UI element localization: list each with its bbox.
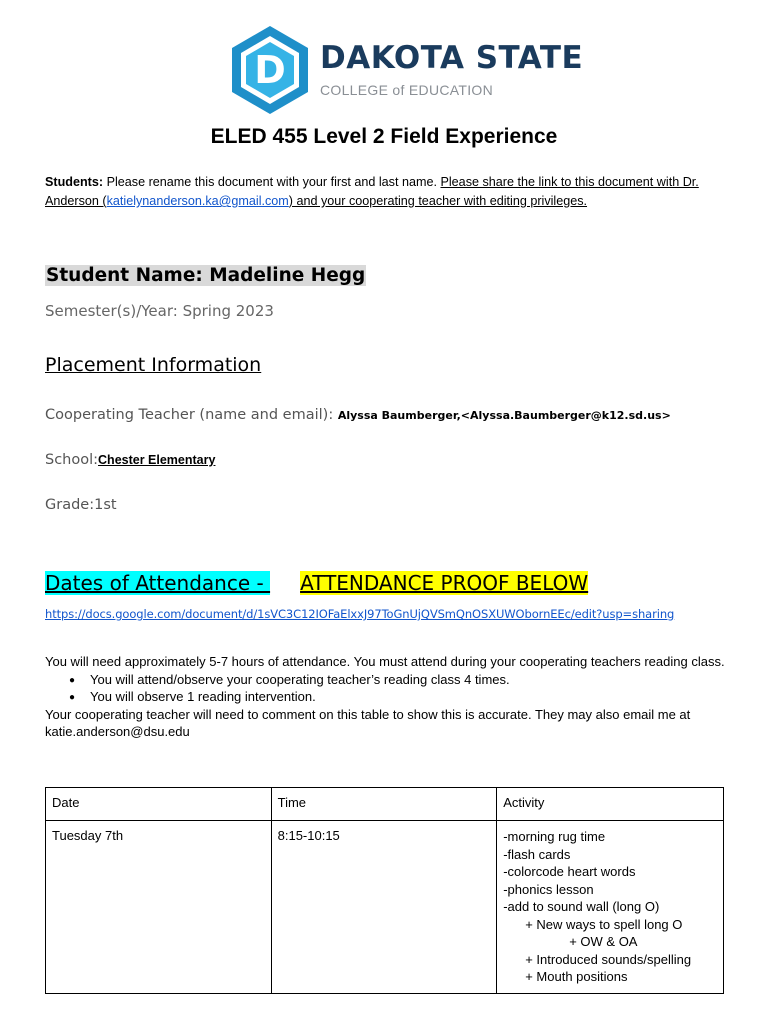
cooperating-teacher-line — [45, 407, 671, 423]
table-cell-time: 8:15-10:15 — [271, 821, 497, 994]
activity-subitem: + OW & OA — [569, 934, 638, 949]
school-label: School: — [45, 452, 99, 468]
svg-text:D: D — [254, 48, 286, 92]
dates-heading-label: Dates of Attendance - — [45, 571, 271, 595]
share-instruction-end: ) and your cooperating teacher with editing privileges. — [288, 194, 588, 208]
hexagon-d-icon — [230, 24, 310, 116]
grade-label: Grade: — [45, 497, 95, 513]
logo-title: DAKOTA STATE — [320, 40, 584, 76]
table-header-time: Time — [271, 788, 497, 821]
grade-value: 1st — [94, 497, 117, 513]
cooperating-teacher-value: Alyssa Baumberger,<Alyssa.Baumberger@k12.sd.us> — [337, 409, 671, 422]
instructions-bullet: ● You will observe 1 reading intervention. — [90, 688, 755, 706]
students-note — [45, 173, 735, 211]
table-cell-activity — [497, 821, 724, 994]
table-header-activity: Activity — [497, 788, 724, 821]
table-row — [46, 821, 724, 994]
activity-item: -morning rug time — [503, 829, 606, 844]
attendance-instructions — [45, 653, 755, 741]
school-line — [45, 452, 215, 468]
activity-item: -flash cards — [503, 846, 571, 862]
table-header-row — [46, 788, 724, 821]
semester-line: Semester(s)/Year: Spring 2023 — [45, 302, 274, 320]
attendance-proof-link[interactable]: https://docs.google.com/document/d/1sVC3C12IOFaElxxJ97ToGnUjQVSmQnOSXUWObornEEc/edit?usp=sharing — [45, 607, 675, 621]
instructions-bullet: ● You will attend/observe your cooperating teacher’s reading class 4 times. — [90, 671, 755, 689]
table-cell-date: Tuesday 7th — [46, 821, 272, 994]
activity-subitem: + Introduced sounds/spelling — [525, 951, 692, 967]
instructions-paragraph-2: Your cooperating teacher will need to comment on this table to show this is accurate. They may also email me at katie.anderson@dsu.edu — [45, 706, 691, 739]
activity-subitem: + Mouth positions — [525, 969, 628, 984]
logo-subtitle: COLLEGE of EDUCATION — [320, 82, 494, 98]
grade-line — [45, 497, 117, 513]
students-label: Students: — [45, 175, 104, 189]
share-instruction: Please share the link to this document with Dr. Anderson ( — [45, 175, 699, 208]
rename-instruction: Please rename this document with your first and last name. — [103, 175, 441, 189]
attendance-table — [45, 787, 724, 994]
dates-of-attendance-heading — [45, 571, 588, 595]
placement-heading: Placement Information — [45, 354, 262, 376]
activity-item: -add to sound wall (long O) — [503, 899, 660, 914]
student-name-heading: Student Name: Madeline Hegg — [46, 265, 366, 286]
instructions-bullet-list — [45, 671, 755, 706]
school-value: Chester Elementary — [98, 453, 216, 467]
instructor-email-link[interactable]: katielynanderson.ka@gmail.com — [106, 194, 289, 208]
dakota-state-logo — [230, 24, 584, 116]
attendance-proof-label: ATTENDANCE PROOF BELOW — [300, 571, 589, 595]
instructions-paragraph-1: You will need approximately 5-7 hours of attendance. You must attend during your cooperating teachers reading class. — [45, 654, 725, 669]
document-title: ELED 455 Level 2 Field Experience — [210, 125, 558, 148]
activity-item: -colorcode heart words — [503, 864, 636, 879]
activity-subitem: + New ways to spell long O — [525, 916, 683, 932]
table-header-date: Date — [46, 788, 272, 821]
activity-item: -phonics lesson — [503, 881, 594, 897]
cooperating-teacher-label: Cooperating Teacher (name and email): — [45, 407, 338, 423]
